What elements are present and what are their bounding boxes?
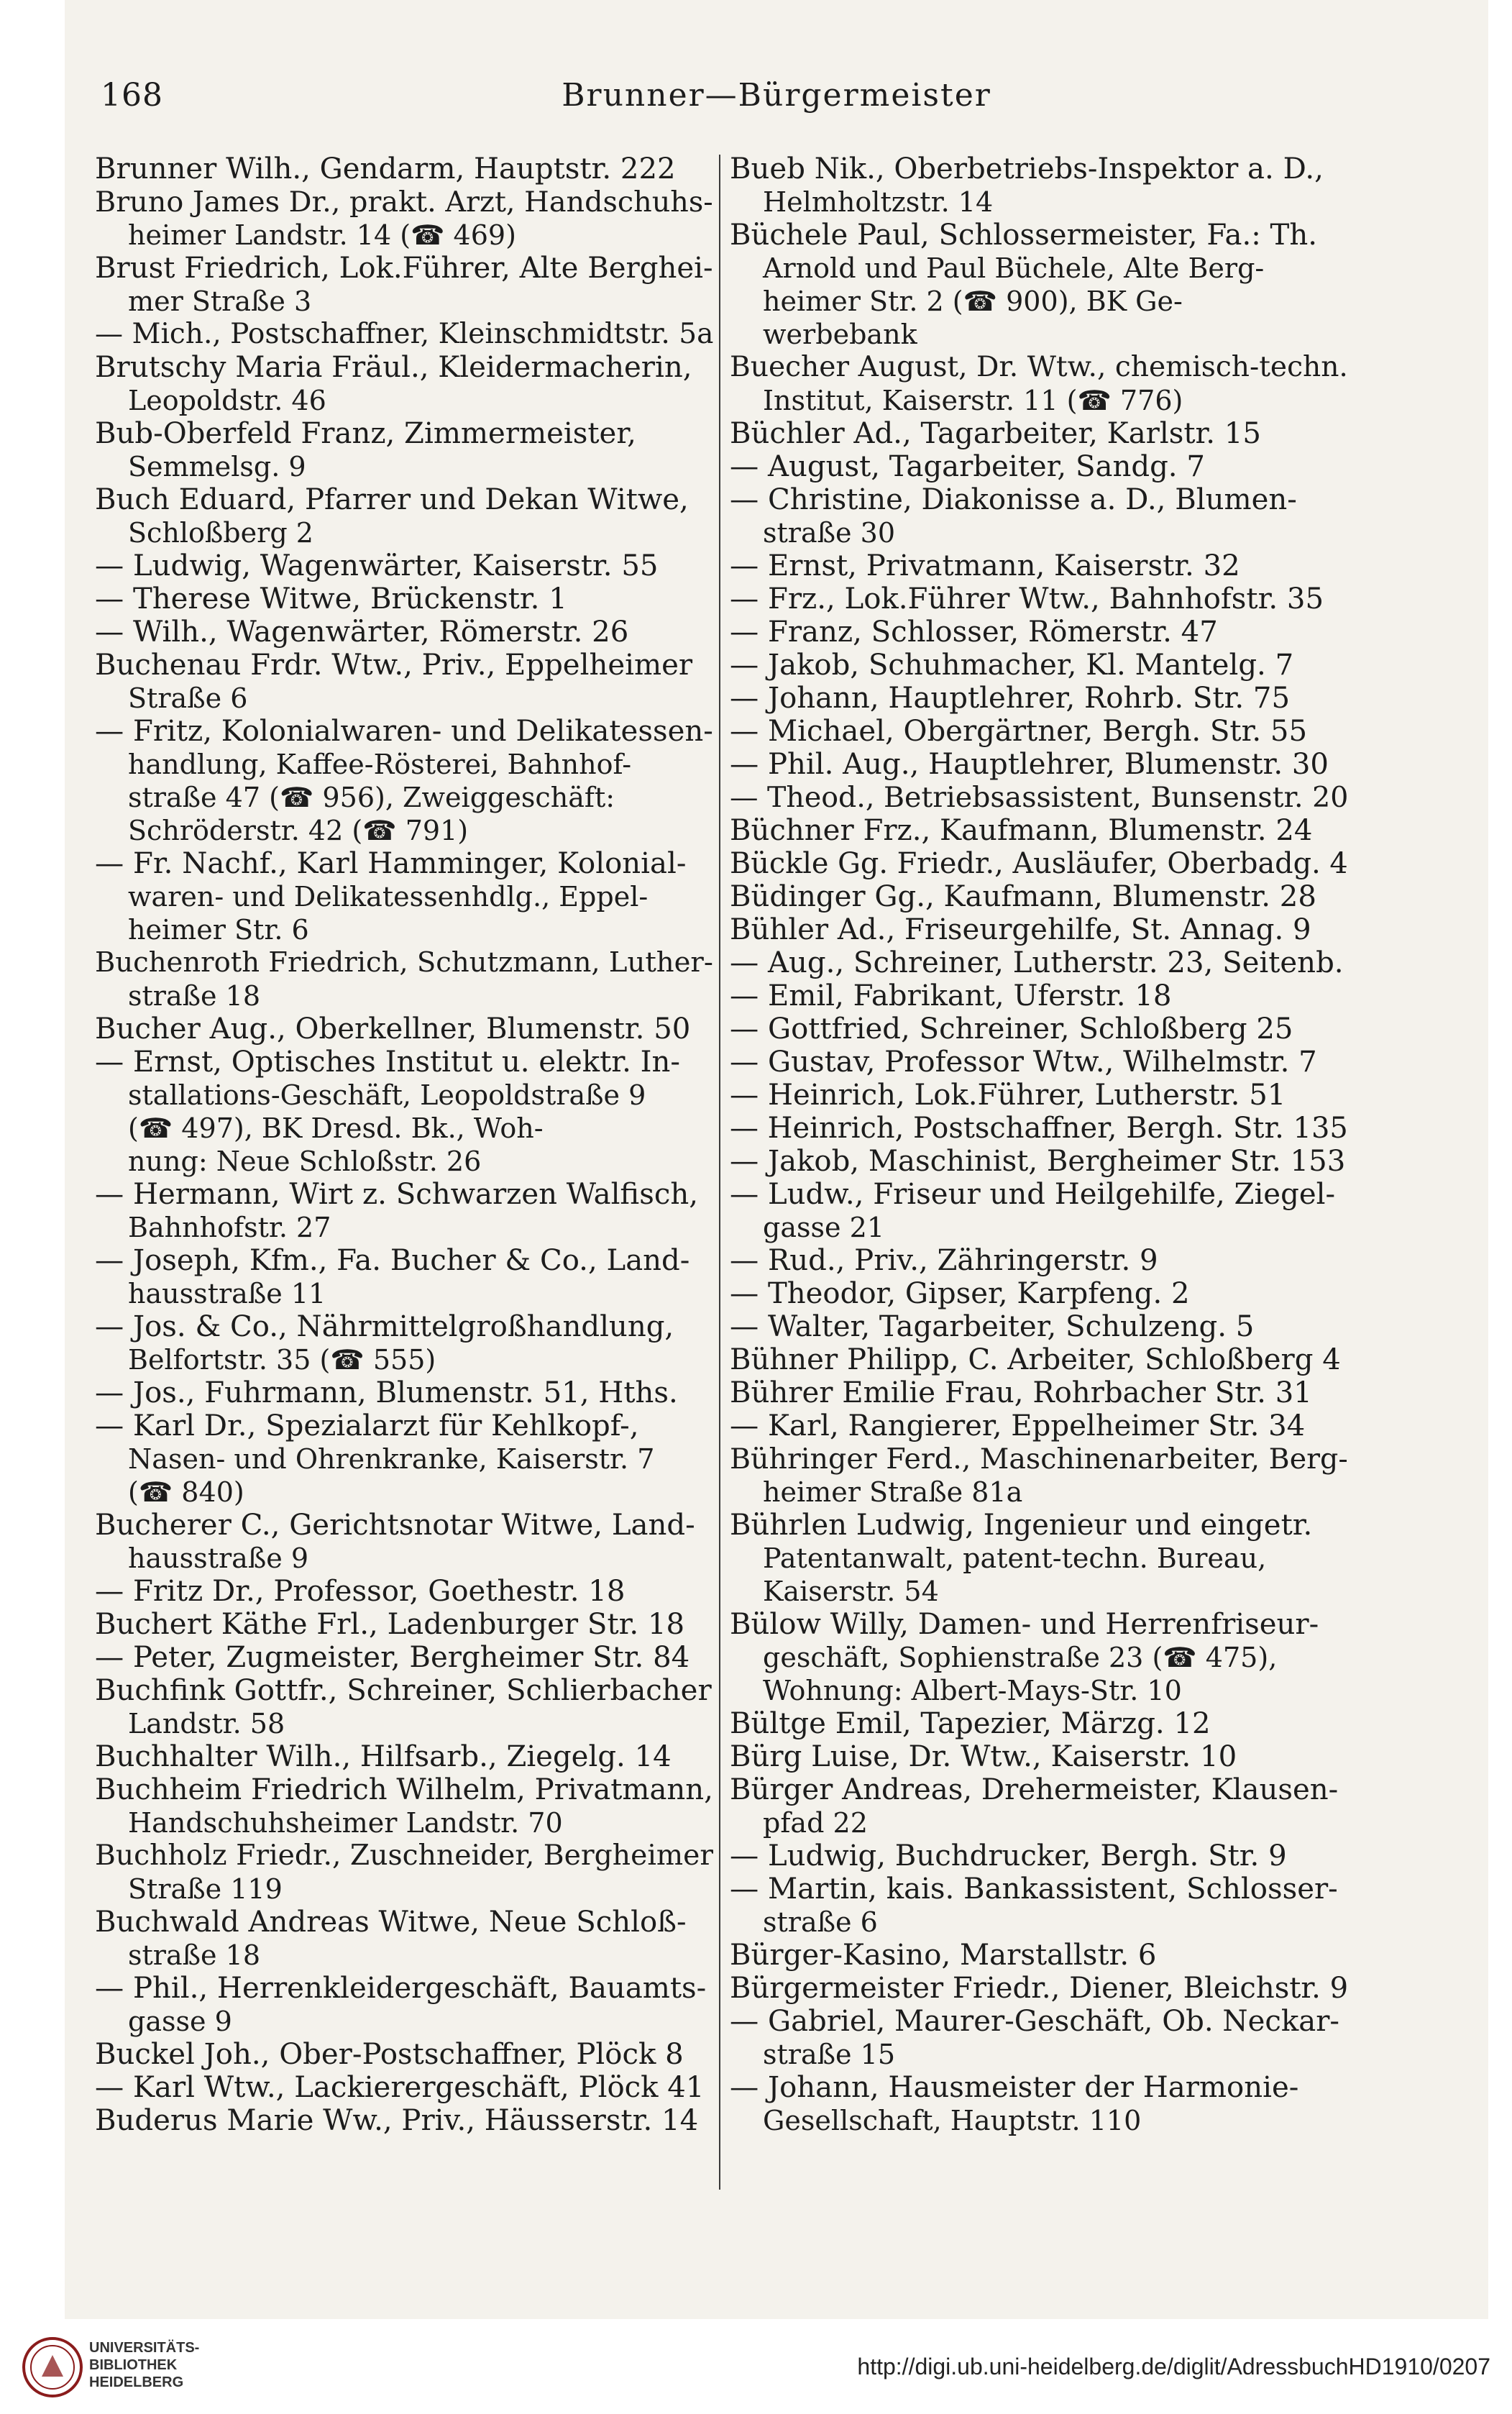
directory-entry-line: — Karl Dr., Spezialarzt für Kehlkopf-, — [95, 1409, 639, 1443]
university-seal-icon — [20, 2335, 85, 2400]
directory-entry-line: Bührlen Ludwig, Ingenieur und eingetr. — [730, 1509, 1313, 1542]
directory-entry-line: — Martin, kais. Bankassistent, Schlosser- — [730, 1873, 1338, 1906]
directory-entry-line: — Franz, Schlosser, Römerstr. 47 — [730, 616, 1218, 649]
directory-entry-line: (☎ 840) — [128, 1476, 244, 1508]
directory-entry-line: straße 18 — [128, 980, 261, 1012]
directory-entry-line: Semmelsg. 9 — [128, 451, 306, 483]
directory-entry-line: — Christine, Diakonisse a. D., Blumen- — [730, 483, 1297, 516]
directory-entry-line: Bürger-Kasino, Marstallstr. 6 — [730, 1939, 1157, 1972]
directory-entry-line: Buchhalter Wilh., Hilfsarb., Ziegelg. 14 — [95, 1740, 672, 1773]
directory-entry-line: — Frz., Lok.Führer Wtw., Bahnhofstr. 35 — [730, 582, 1324, 616]
source-url-link[interactable]: http://digi.ub.uni-heidelberg.de/diglit/AdressbuchHD1910/0207 — [857, 2354, 1490, 2379]
directory-entry-line: Schröderstr. 42 (☎ 791) — [128, 815, 469, 846]
directory-entry-line: Buchwald Andreas Witwe, Neue Schloß- — [95, 1906, 687, 1939]
directory-entry-line: Helmholtzstr. 14 — [763, 186, 994, 218]
directory-entry-line: Buchholz Friedr., Zuschneider, Bergheimer — [95, 1839, 713, 1872]
directory-entry-line: Buchheim Friedrich Wilhelm, Privatmann, — [95, 1773, 713, 1806]
directory-entry-line: Bürg Luise, Dr. Wtw., Kaiserstr. 10 — [730, 1740, 1237, 1773]
directory-entry-line: heimer Str. 6 — [128, 914, 309, 946]
directory-entry-line: Kaiserstr. 54 — [763, 1576, 939, 1607]
directory-entry-line: Buchfink Gottfr., Schreiner, Schlierbacher — [95, 1674, 712, 1707]
directory-entry-line: — Fritz Dr., Professor, Goethestr. 18 — [95, 1575, 626, 1608]
running-title: Brunner—Bürgermeister — [562, 77, 991, 114]
directory-entry-line: Büchele Paul, Schlossermeister, Fa.: Th. — [730, 219, 1317, 252]
directory-entry-line: geschäft, Sophienstraße 23 (☎ 475), — [763, 1642, 1278, 1673]
directory-entry-line: — Therese Witwe, Brückenstr. 1 — [95, 582, 567, 616]
directory-entry-line: — Gottfried, Schreiner, Schloßberg 25 — [730, 1012, 1293, 1046]
directory-entry-line: handlung, Kaffee-Rösterei, Bahnhof- — [128, 749, 632, 780]
directory-entry-line: — Johann, Hausmeister der Harmonie- — [730, 2071, 1299, 2104]
directory-entry-line: Bührer Emilie Frau, Rohrbacher Str. 31 — [730, 1376, 1312, 1409]
directory-entry-line: — Ludwig, Buchdrucker, Bergh. Str. 9 — [730, 1839, 1287, 1873]
directory-entry-line: — Emil, Fabrikant, Uferstr. 18 — [730, 979, 1172, 1012]
directory-entry-line: — Jos., Fuhrmann, Blumenstr. 51, Hths. — [95, 1376, 678, 1409]
directory-entry-line: — August, Tagarbeiter, Sandg. 7 — [730, 450, 1205, 483]
directory-entry-line: — Ernst, Privatmann, Kaiserstr. 32 — [730, 549, 1240, 582]
directory-entry-line: — Rud., Priv., Zähringerstr. 9 — [730, 1244, 1158, 1277]
directory-entry-line: Buchenau Frdr. Wtw., Priv., Eppelheimer — [95, 649, 693, 682]
directory-entry-line: Bürger Andreas, Drehermeister, Klausen- — [730, 1773, 1339, 1806]
directory-entry-line: pfad 22 — [763, 1807, 868, 1839]
directory-entry-line: — Michael, Obergärtner, Bergh. Str. 55 — [730, 715, 1308, 748]
directory-entry-line: — Theodor, Gipser, Karpfeng. 2 — [730, 1277, 1190, 1310]
directory-entry-line: straße 15 — [763, 2039, 896, 2070]
directory-entry-line: — Walter, Tagarbeiter, Schulzeng. 5 — [730, 1310, 1255, 1343]
directory-entry-line: Buchert Käthe Frl., Ladenburger Str. 18 — [95, 1608, 685, 1641]
directory-entry-line: Bruno James Dr., prakt. Arzt, Handschuhs- — [95, 186, 713, 219]
directory-entry-line: Wohnung: Albert-Mays-Str. 10 — [763, 1675, 1182, 1706]
directory-entry-line: straße 6 — [763, 1906, 878, 1938]
directory-entry-line: — Karl, Rangierer, Eppelheimer Str. 34 — [730, 1409, 1306, 1443]
logo-line: HEIDELBERG — [89, 2374, 184, 2390]
directory-entry-line: — Ludw., Friseur und Heilgehilfe, Ziegel- — [730, 1178, 1336, 1211]
directory-entry-line: Buderus Marie Ww., Priv., Häusserstr. 14 — [95, 2104, 699, 2137]
directory-entry-line: Belfortstr. 35 (☎ 555) — [128, 1344, 436, 1376]
directory-entry-line: Straße 119 — [128, 1873, 283, 1905]
directory-entry-line: Bucherer C., Gerichtsnotar Witwe, Land- — [95, 1509, 695, 1542]
column-divider — [719, 155, 720, 2190]
directory-entry-line: Brunner Wilh., Gendarm, Hauptstr. 222 — [95, 152, 676, 186]
directory-entry-line: straße 47 (☎ 956), Zweiggeschäft: — [128, 782, 615, 813]
directory-entry-line: — Jakob, Schuhmacher, Kl. Mantelg. 7 — [730, 649, 1294, 682]
directory-entry-line: Büchner Frz., Kaufmann, Blumenstr. 24 — [730, 814, 1313, 847]
directory-entry-line: Bühler Ad., Friseurgehilfe, St. Annag. 9 — [730, 913, 1311, 946]
directory-entry-line: straße 18 — [128, 1939, 261, 1971]
right-column — [730, 152, 1348, 2137]
directory-entry-line: Bühringer Ferd., Maschinenarbeiter, Berg- — [730, 1443, 1348, 1476]
directory-entry-line: Arnold und Paul Büchele, Alte Berg- — [763, 252, 1265, 284]
directory-entry-line: werbebank — [763, 319, 917, 350]
directory-entry-line: straße 30 — [763, 517, 896, 549]
directory-entry-line: Patentanwalt, patent-techn. Bureau, — [763, 1542, 1267, 1574]
page-number: 168 — [101, 77, 163, 114]
directory-entry-line: — Heinrich, Postschaffner, Bergh. Str. 135 — [730, 1112, 1348, 1145]
directory-entry-line: — Phil. Aug., Hauptlehrer, Blumenstr. 30 — [730, 748, 1329, 781]
directory-entry-line: — Gabriel, Maurer-Geschäft, Ob. Neckar- — [730, 2005, 1339, 2038]
directory-entry-line: heimer Str. 2 (☎ 900), BK Ge- — [763, 285, 1183, 317]
left-column — [95, 152, 713, 2137]
directory-entry-line: Buch Eduard, Pfarrer und Dekan Witwe, — [95, 483, 689, 516]
directory-entry-line: Institut, Kaiserstr. 11 (☎ 776) — [763, 385, 1183, 416]
directory-entry-line: Bucher Aug., Oberkellner, Blumenstr. 50 — [95, 1012, 691, 1046]
directory-entry-line: Bub-Oberfeld Franz, Zimmermeister, — [95, 417, 636, 450]
directory-entry-line: Bückle Gg. Friedr., Ausläufer, Oberbadg. 4 — [730, 847, 1348, 880]
directory-entry-line: — Heinrich, Lok.Führer, Lutherstr. 51 — [730, 1079, 1286, 1112]
directory-entry-line: — Ludwig, Wagenwärter, Kaiserstr. 55 — [95, 549, 659, 582]
directory-entry-line: Bühner Philipp, C. Arbeiter, Schloßberg 4 — [730, 1343, 1341, 1376]
logo-line: BIBLIOTHEK — [89, 2357, 178, 2373]
directory-entry-line: Brust Friedrich, Lok.Führer, Alte Berghei- — [95, 252, 713, 285]
directory-entry-line: gasse 9 — [128, 2006, 232, 2037]
directory-entry-line: Büchler Ad., Tagarbeiter, Karlstr. 15 — [730, 417, 1261, 450]
directory-entry-line: — Wilh., Wagenwärter, Römerstr. 26 — [95, 616, 629, 649]
directory-entry-line: Brutschy Maria Fräul., Kleidermacherin, — [95, 351, 692, 384]
directory-entry-line: Buecher August, Dr. Wtw., chemisch-techn. — [730, 351, 1348, 383]
directory-entry-line: Handschuhsheimer Landstr. 70 — [128, 1807, 563, 1839]
directory-entry-line: stallations-Geschäft, Leopoldstraße 9 — [128, 1079, 646, 1111]
directory-entry-line: — Joseph, Kfm., Fa. Bucher & Co., Land- — [95, 1244, 690, 1277]
directory-entry-line: Leopoldstr. 46 — [128, 385, 326, 416]
directory-entry-line: waren- und Delikatessenhdlg., Eppel- — [128, 881, 649, 913]
footer — [0, 2319, 1512, 2414]
directory-entry-line: gasse 21 — [763, 1212, 885, 1243]
directory-entry-line: hausstraße 9 — [128, 1542, 309, 1574]
directory-entry-line: Nasen- und Ohrenkranke, Kaiserstr. 7 — [128, 1443, 655, 1475]
directory-entry-line: Straße 6 — [128, 682, 248, 714]
directory-entry-line: Buckel Joh., Ober-Postschaffner, Plöck 8 — [95, 2038, 684, 2071]
directory-entry-line: heimer Landstr. 14 (☎ 469) — [128, 219, 516, 251]
directory-entry-line: Schloßberg 2 — [128, 517, 313, 549]
directory-entry-line: Bülow Willy, Damen- und Herrenfriseur- — [730, 1608, 1319, 1641]
directory-entry-line: — Jos. & Co., Nährmittelgroßhandlung, — [95, 1310, 674, 1343]
directory-entry-line: — Gustav, Professor Wtw., Wilhelmstr. 7 — [730, 1046, 1317, 1079]
directory-entry-line: — Ernst, Optisches Institut u. elektr. In- — [95, 1046, 680, 1079]
directory-entry-line: (☎ 497), BK Dresd. Bk., Woh- — [128, 1112, 544, 1144]
directory-entry-line: — Peter, Zugmeister, Bergheimer Str. 84 — [95, 1641, 690, 1674]
directory-entry-line: Bültge Emil, Tapezier, Märzg. 12 — [730, 1707, 1211, 1740]
directory-entry-line: — Johann, Hauptlehrer, Rohrb. Str. 75 — [730, 682, 1291, 715]
library-logo-text — [89, 2339, 199, 2391]
directory-entry-line: — Phil., Herrenkleidergeschäft, Bauamts- — [95, 1972, 707, 2005]
directory-entry-line: — Aug., Schreiner, Lutherstr. 23, Seitenb. — [730, 946, 1344, 979]
directory-entry-line: Bahnhofstr. 27 — [128, 1212, 331, 1243]
directory-entry-line: Landstr. 58 — [128, 1708, 285, 1739]
directory-entry-line: — Fr. Nachf., Karl Hamminger, Kolonial- — [95, 847, 687, 880]
directory-entry-line: hausstraße 11 — [128, 1278, 326, 1309]
directory-entry-line: — Karl Wtw., Lackierergeschäft, Plöck 41 — [95, 2071, 705, 2104]
directory-entry-line: Buchenroth Friedrich, Schutzmann, Luther- — [95, 946, 713, 979]
directory-entry-line: heimer Straße 81a — [763, 1476, 1023, 1508]
directory-entry-line: Gesellschaft, Hauptstr. 110 — [763, 2105, 1142, 2136]
directory-entry-line: Büdinger Gg., Kaufmann, Blumenstr. 28 — [730, 880, 1316, 913]
directory-entry-line: — Jakob, Maschinist, Bergheimer Str. 153 — [730, 1145, 1346, 1178]
directory-entry-line: Bueb Nik., Oberbetriebs-Inspektor a. D., — [730, 152, 1324, 186]
page-header — [65, 68, 1488, 133]
directory-entry-line: mer Straße 3 — [128, 285, 312, 317]
directory-entry-line: nung: Neue Schloßstr. 26 — [128, 1146, 482, 1177]
directory-entry-line: — Hermann, Wirt z. Schwarzen Walfisch, — [95, 1178, 699, 1211]
logo-line: UNIVERSITÄTS- — [89, 2340, 200, 2356]
directory-entry-line: — Fritz, Kolonialwaren- und Delikatessen- — [95, 715, 713, 748]
directory-entry-line: — Theod., Betriebsassistent, Bunsenstr. 20 — [730, 781, 1348, 814]
directory-entry-line: — Mich., Postschaffner, Kleinschmidtstr. 5a — [95, 318, 713, 350]
directory-entry-line: Bürgermeister Friedr., Diener, Bleichstr. 9 — [730, 1972, 1348, 2005]
